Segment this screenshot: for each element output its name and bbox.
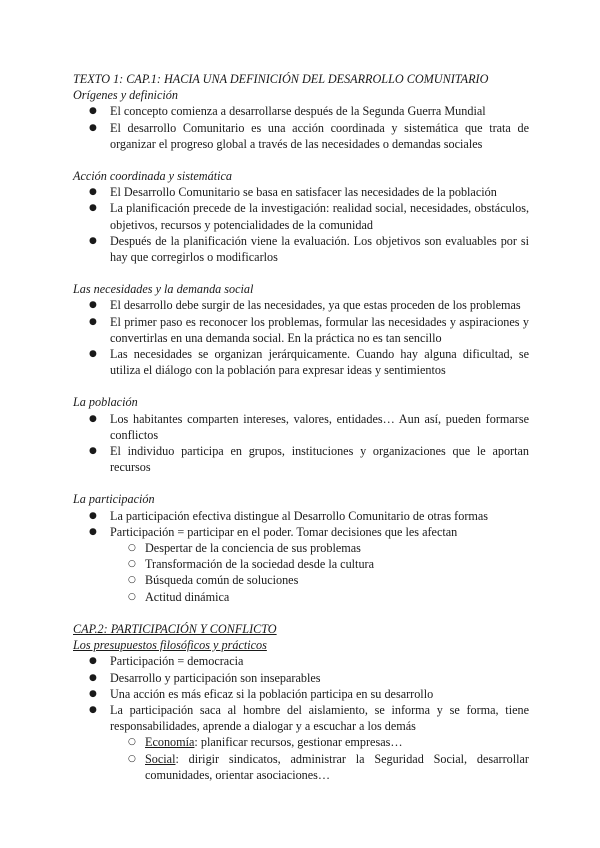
list-item — [73, 524, 529, 540]
sub-item-text: : planificar recursos, gestionar empresas… — [194, 735, 403, 750]
list-item: ● El desarrollo Comunitario es una acción coordinada y sistemática que trata de organizar el progreso global a través de las necesidades o demandas sociales — [73, 120, 529, 152]
list-item: ● Después de la planificación viene la evaluación. Los objetivos son evaluables por si hay que corregirlos o modificarlos — [73, 233, 529, 265]
section-heading: Las necesidades y la demanda social — [73, 282, 254, 297]
section-accion — [73, 168, 529, 265]
document-page — [73, 71, 529, 799]
list-item: ● Los habitantes comparten intereses, valores, entidades… Aun así, pueden formarse conflictos — [73, 411, 529, 443]
list-item: ● Participación = democracia — [73, 653, 529, 669]
section-heading: Acción coordinada y sistemática — [73, 169, 232, 184]
sub-item-label: Economía — [145, 735, 195, 750]
chapter-2 — [73, 621, 529, 783]
sub-item-label: Social — [145, 751, 176, 766]
sub-list-item — [73, 751, 529, 783]
list-item: ● Las necesidades se organizan jerárquicamente. Cuando hay alguna dificultad, se utiliza el diálogo con la población para expresar ideas y sentimientos — [73, 346, 529, 378]
section-origenes — [73, 87, 529, 152]
list-item: ● La participación efectiva distingue al Desarrollo Comunitario de otras formas — [73, 508, 529, 524]
sub-item-text: : dirigir sindicatos, administrar la Seguridad Social, desarrollar comunidades, orientar asociaciones… — [145, 751, 529, 782]
section-poblacion — [73, 394, 529, 475]
list-item: ● El Desarrollo Comunitario se basa en satisfacer las necesidades de la población — [73, 184, 529, 200]
list-item: ● El desarrollo debe surgir de las necesidades, ya que estas proceden de los problemas — [73, 297, 529, 313]
section-heading: Los presupuestos filosóficos y prácticos — [73, 638, 267, 653]
list-item: ● El primer paso es reconocer los problemas, formular las necesidades y aspiraciones y convertirlas en una demanda social. En la práctica no es tan sencillo — [73, 314, 529, 346]
list-item: ● Una acción es más eficaz si la población participa en su desarrollo — [73, 686, 529, 702]
list-item: ● La participación saca al hombre del aislamiento, se informa y se forma, tiene responsabilidades, aprende a dialogar y a escuchar a los demás — [73, 702, 529, 734]
sub-list-item: ○ Despertar de la conciencia de sus problemas — [73, 540, 529, 556]
chapter-2-title: CAP.2: PARTICIPACIÓN Y CONFLICTO — [73, 621, 277, 636]
section-heading: La población — [73, 395, 138, 410]
sub-list-item: ○ Búsqueda común de soluciones — [73, 572, 529, 588]
list-item: ● La planificación precede de la investigación: realidad social, necesidades, obstáculos, objetivos, recursos y potencialidades de la comunidad — [73, 200, 529, 232]
sub-list-item: ○ Actitud dinámica — [73, 589, 529, 605]
list-item-text: Participación = participar en el poder. Tomar decisiones que les afectan — [110, 524, 458, 539]
section-heading: Orígenes y definición — [73, 88, 178, 103]
list-item: ● El individuo participa en grupos, instituciones y organizaciones que le aportan recursos — [73, 443, 529, 475]
list-item: ● Desarrollo y participación son inseparables — [73, 670, 529, 686]
list-item: ● El concepto comienza a desarrollarse después de la Segunda Guerra Mundial — [73, 103, 529, 119]
section-heading: La participación — [73, 492, 155, 507]
sub-list-item: ○ Transformación de la sociedad desde la cultura — [73, 556, 529, 572]
chapter-1-title: TEXTO 1: CAP.1: HACIA UNA DEFINICIÓN DEL DESARROLLO COMUNITARIO — [73, 72, 489, 86]
sub-list-item — [73, 734, 529, 750]
section-participacion — [73, 491, 529, 604]
section-necesidades — [73, 281, 529, 378]
